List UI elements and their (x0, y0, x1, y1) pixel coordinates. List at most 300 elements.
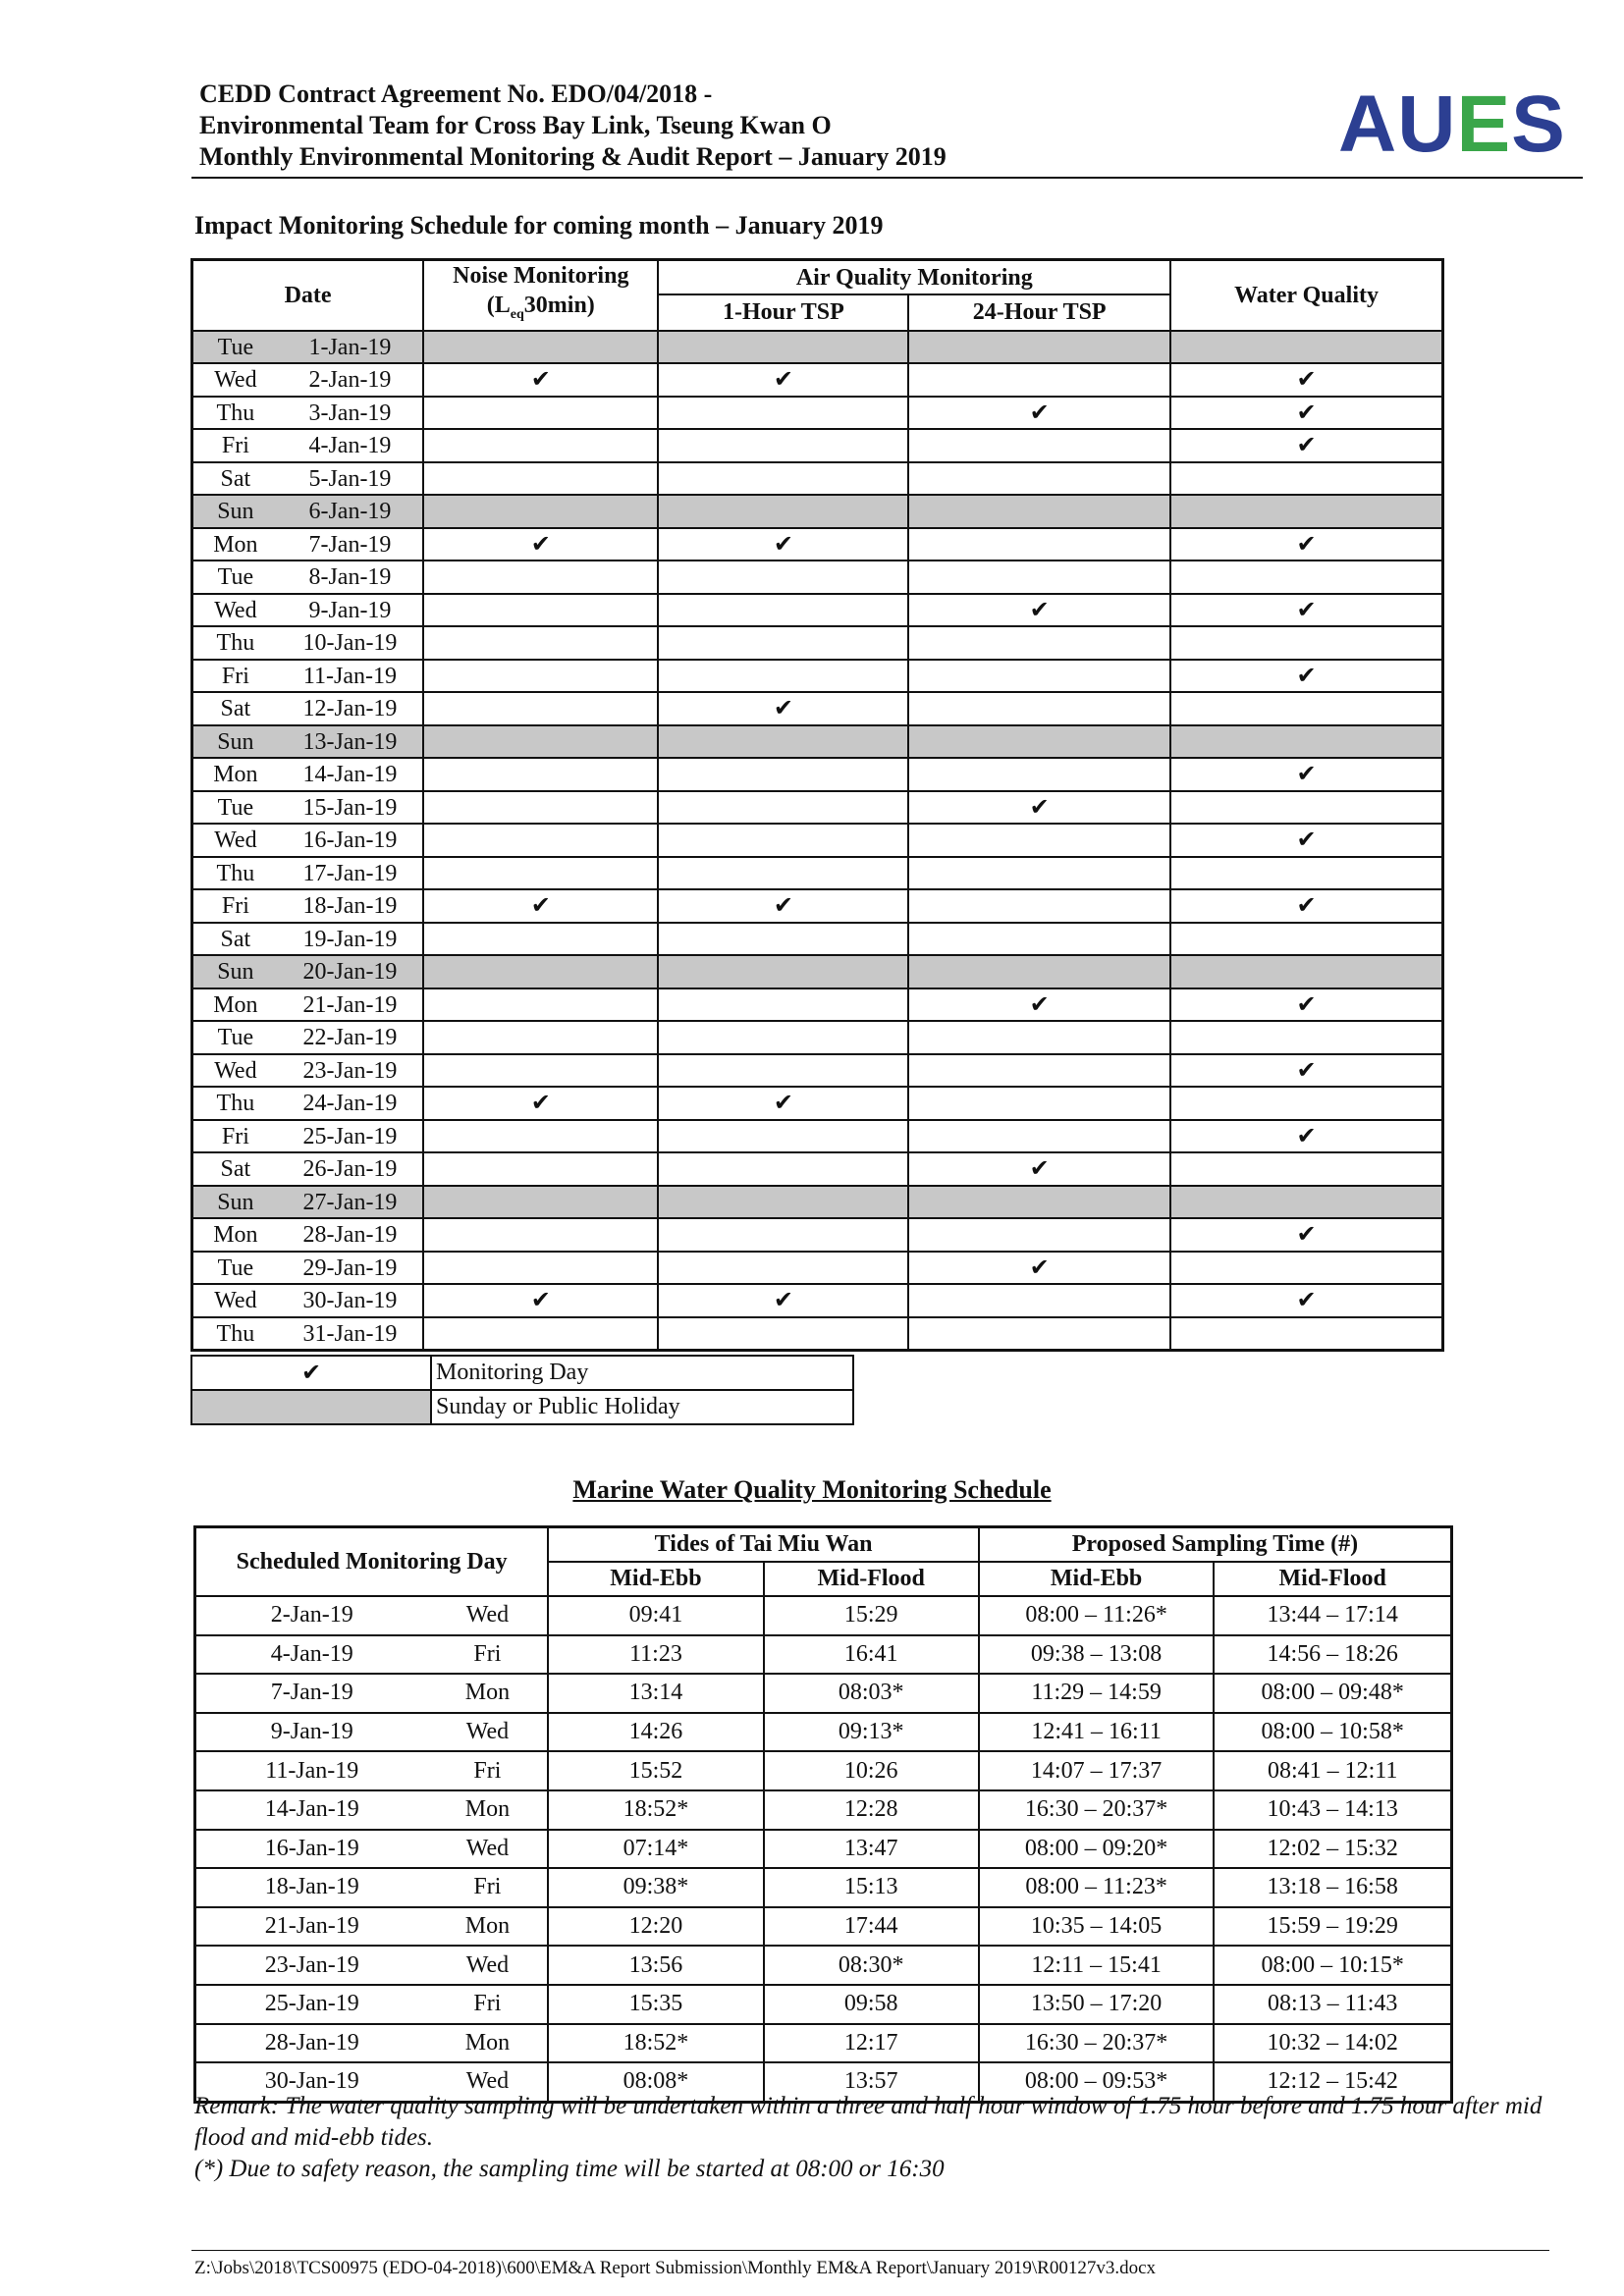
noise-check: ✔ (423, 1087, 658, 1120)
tsp1-check (658, 725, 908, 759)
water-check (1170, 791, 1442, 825)
schedule-row (192, 692, 1443, 725)
header-noise-line2 (424, 291, 657, 330)
marine-row (195, 1985, 1452, 2024)
schedule-day: Fri (192, 889, 278, 923)
marine-day: Fri (428, 1635, 549, 1675)
noise-check (423, 857, 658, 890)
noise-check: ✔ (423, 528, 658, 561)
water-check: ✔ (1170, 429, 1442, 462)
schedule-date: 31-Jan-19 (278, 1317, 423, 1351)
schedule-day: Tue (192, 331, 278, 364)
water-check (1170, 495, 1442, 528)
sampling-mid-ebb: 13:50 – 17:20 (979, 1985, 1215, 2024)
noise-check (423, 725, 658, 759)
footer-divider (191, 2250, 1549, 2251)
marine-row (195, 1713, 1452, 1752)
aues-logo (1338, 80, 1566, 169)
marine-day: Wed (428, 1713, 549, 1752)
schedule-day: Wed (192, 824, 278, 857)
schedule-date: 22-Jan-19 (278, 1021, 423, 1054)
footer-file-path: Z:\Jobs\2018\TCS00975 (EDO-04-2018)\600\EM&A Report Submission\Monthly EM&A Report\January 2019\R00127v3.docx (194, 2258, 1157, 2278)
schedule-row (192, 594, 1443, 627)
marine-schedule-table (193, 1525, 1453, 2104)
water-check (1170, 923, 1442, 956)
schedule-day: Sat (192, 692, 278, 725)
noise-check (423, 988, 658, 1022)
sampling-mid-ebb: 08:00 – 11:26* (979, 1596, 1215, 1635)
tsp1-check (658, 923, 908, 956)
noise-check (423, 692, 658, 725)
sampling-mid-flood: 08:00 – 09:48* (1214, 1674, 1451, 1713)
marine-date: 14-Jan-19 (195, 1790, 428, 1830)
schedule-date: 12-Jan-19 (278, 692, 423, 725)
tsp24-check (908, 495, 1170, 528)
schedule-row (192, 1152, 1443, 1186)
tsp24-check (908, 363, 1170, 397)
marine-date: 7-Jan-19 (195, 1674, 428, 1713)
schedule-day: Sat (192, 1152, 278, 1186)
tide-mid-flood: 09:58 (764, 1985, 979, 2024)
schedule-row (192, 1186, 1443, 1219)
schedule-day: Mon (192, 528, 278, 561)
noise-check (423, 594, 658, 627)
logo-text-e: E (1456, 80, 1512, 169)
tsp1-check: ✔ (658, 1087, 908, 1120)
schedule-row (192, 725, 1443, 759)
schedule-date: 17-Jan-19 (278, 857, 423, 890)
tsp1-check (658, 331, 908, 364)
marine-date: 23-Jan-19 (195, 1946, 428, 1985)
tide-mid-ebb: 09:38* (548, 1868, 763, 1907)
tsp1-check (658, 397, 908, 430)
water-check (1170, 561, 1442, 594)
schedule-row (192, 626, 1443, 660)
noise-check (423, 758, 658, 791)
tsp1-check: ✔ (658, 1284, 908, 1317)
water-check: ✔ (1170, 528, 1442, 561)
schedule-date: 3-Jan-19 (278, 397, 423, 430)
tsp24-check (908, 889, 1170, 923)
marine-row (195, 1907, 1452, 1947)
tide-mid-flood: 13:57 (764, 2062, 979, 2102)
schedule-date: 25-Jan-19 (278, 1120, 423, 1153)
schedule-day: Thu (192, 626, 278, 660)
noise-check (423, 824, 658, 857)
tsp24-check (908, 1284, 1170, 1317)
schedule-date: 19-Jan-19 (278, 923, 423, 956)
legend-monitoring-day: Monitoring Day (431, 1356, 853, 1390)
noise-check (423, 1317, 658, 1351)
marine-header-day: Scheduled Monitoring Day (195, 1527, 549, 1597)
noise-check (423, 1120, 658, 1153)
marine-title-wrap (0, 1475, 1624, 1505)
marine-day: Fri (428, 1868, 549, 1907)
tsp1-check (658, 1186, 908, 1219)
noise-check (423, 1054, 658, 1088)
schedule-day: Tue (192, 1252, 278, 1285)
schedule-row (192, 462, 1443, 496)
tide-mid-flood: 17:44 (764, 1907, 979, 1947)
noise-check (423, 495, 658, 528)
schedule-row (192, 1021, 1443, 1054)
schedule-day: Tue (192, 791, 278, 825)
sampling-mid-flood: 10:32 – 14:02 (1214, 2024, 1451, 2063)
header-report-line: Monthly Environmental Monitoring & Audit Report – January 2019 (199, 142, 947, 171)
schedule-day: Thu (192, 1317, 278, 1351)
tsp24-check (908, 331, 1170, 364)
schedule-date: 6-Jan-19 (278, 495, 423, 528)
sampling-mid-ebb: 10:35 – 14:05 (979, 1907, 1215, 1947)
marine-row (195, 1868, 1452, 1907)
schedule-row (192, 758, 1443, 791)
schedule-row (192, 1218, 1443, 1252)
marine-header-tide-flood: Mid-Flood (764, 1562, 979, 1596)
remarks (194, 2091, 1569, 2185)
header-24h-tsp: 24-Hour TSP (908, 294, 1170, 331)
schedule-date: 15-Jan-19 (278, 791, 423, 825)
noise-check (423, 561, 658, 594)
sampling-mid-ebb: 16:30 – 20:37* (979, 1790, 1215, 1830)
marine-date: 18-Jan-19 (195, 1868, 428, 1907)
schedule-body (192, 331, 1443, 1351)
sampling-mid-flood: 08:00 – 10:58* (1214, 1713, 1451, 1752)
tsp1-check: ✔ (658, 528, 908, 561)
sampling-mid-ebb: 08:00 – 09:20* (979, 1830, 1215, 1869)
schedule-row (192, 331, 1443, 364)
noise-check (423, 923, 658, 956)
noise-check (423, 1218, 658, 1252)
marine-date: 4-Jan-19 (195, 1635, 428, 1675)
schedule-day: Thu (192, 397, 278, 430)
marine-row (195, 1946, 1452, 1985)
tsp24-check (908, 1317, 1170, 1351)
noise-check (423, 791, 658, 825)
tsp1-check: ✔ (658, 363, 908, 397)
tsp1-check (658, 1218, 908, 1252)
water-check: ✔ (1170, 363, 1442, 397)
sampling-mid-flood: 12:02 – 15:32 (1214, 1830, 1451, 1869)
header-divider (191, 177, 1583, 179)
sampling-mid-ebb: 09:38 – 13:08 (979, 1635, 1215, 1675)
schedule-date: 11-Jan-19 (278, 660, 423, 693)
marine-day: Mon (428, 1674, 549, 1713)
tsp24-check (908, 1054, 1170, 1088)
schedule-row (192, 397, 1443, 430)
header-date: Date (192, 260, 424, 331)
tide-mid-flood: 15:13 (764, 1868, 979, 1907)
water-check (1170, 462, 1442, 496)
legend-holiday: Sunday or Public Holiday (431, 1390, 853, 1424)
noise-check (423, 1252, 658, 1285)
impact-monitoring-schedule-table (190, 258, 1444, 1352)
sampling-mid-ebb: 12:41 – 16:11 (979, 1713, 1215, 1752)
tide-mid-ebb: 13:14 (548, 1674, 763, 1713)
marine-day: Fri (428, 1985, 549, 2024)
marine-row (195, 1830, 1452, 1869)
schedule-date: 26-Jan-19 (278, 1152, 423, 1186)
water-check: ✔ (1170, 824, 1442, 857)
remark-window: Remark: The water quality sampling will be undertaken within a three and half hour window of 1.75 hour before and 1.75 hour after mid flood and mid-ebb tides. (194, 2093, 1543, 2151)
tsp1-check (658, 660, 908, 693)
tide-mid-ebb: 15:52 (548, 1751, 763, 1790)
schedule-day: Wed (192, 1284, 278, 1317)
tsp24-check (908, 692, 1170, 725)
schedule-day: Sun (192, 955, 278, 988)
tsp1-check (658, 1252, 908, 1285)
marine-date: 21-Jan-19 (195, 1907, 428, 1947)
sampling-mid-flood: 14:56 – 18:26 (1214, 1635, 1451, 1675)
marine-row (195, 2024, 1452, 2063)
marine-day: Wed (428, 1596, 549, 1635)
schedule-day: Wed (192, 594, 278, 627)
schedule-date: 5-Jan-19 (278, 462, 423, 496)
marine-date: 30-Jan-19 (195, 2062, 428, 2102)
header-noise-line1: Noise Monitoring (453, 263, 629, 289)
schedule-row (192, 1252, 1443, 1285)
marine-date: 9-Jan-19 (195, 1713, 428, 1752)
water-check: ✔ (1170, 758, 1442, 791)
schedule-day: Wed (192, 1054, 278, 1088)
schedule-date: 13-Jan-19 (278, 725, 423, 759)
legend-table (190, 1355, 854, 1425)
schedule-date: 23-Jan-19 (278, 1054, 423, 1088)
sampling-mid-ebb: 08:00 – 09:53* (979, 2062, 1215, 2102)
schedule-row (192, 1284, 1443, 1317)
schedule-date: 2-Jan-19 (278, 363, 423, 397)
tsp1-check (658, 1317, 908, 1351)
marine-header-samp-flood: Mid-Flood (1214, 1562, 1451, 1596)
tide-mid-ebb: 13:56 (548, 1946, 763, 1985)
schedule-day: Mon (192, 758, 278, 791)
schedule-day: Thu (192, 1087, 278, 1120)
tsp24-check: ✔ (908, 1252, 1170, 1285)
schedule-row (192, 561, 1443, 594)
schedule-row (192, 955, 1443, 988)
tide-mid-ebb: 15:35 (548, 1985, 763, 2024)
tsp24-check (908, 462, 1170, 496)
marine-day: Wed (428, 1946, 549, 1985)
header-air: Air Quality Monitoring (658, 260, 1170, 295)
sampling-mid-ebb: 08:00 – 11:23* (979, 1868, 1215, 1907)
logo-text-s: S (1511, 80, 1566, 169)
schedule-row (192, 363, 1443, 397)
tsp24-check: ✔ (908, 1152, 1170, 1186)
header-noise-eq: eq (510, 306, 524, 322)
tsp24-check: ✔ (908, 594, 1170, 627)
tsp1-check (658, 824, 908, 857)
sampling-mid-ebb: 16:30 – 20:37* (979, 2024, 1215, 2063)
tide-mid-flood: 10:26 (764, 1751, 979, 1790)
marine-day: Mon (428, 1790, 549, 1830)
marine-date: 25-Jan-19 (195, 1985, 428, 2024)
marine-date: 2-Jan-19 (195, 1596, 428, 1635)
schedule-day: Tue (192, 1021, 278, 1054)
water-check: ✔ (1170, 1218, 1442, 1252)
schedule-row (192, 857, 1443, 890)
tsp1-check (658, 758, 908, 791)
schedule-row (192, 1087, 1443, 1120)
noise-check (423, 955, 658, 988)
header-contract-line: CEDD Contract Agreement No. EDO/04/2018 - (199, 80, 713, 108)
tsp1-check (658, 1152, 908, 1186)
schedule-date: 8-Jan-19 (278, 561, 423, 594)
marine-row (195, 1674, 1452, 1713)
tsp24-check (908, 1120, 1170, 1153)
schedule-row (192, 1054, 1443, 1088)
tsp1-check (658, 429, 908, 462)
schedule-day: Sun (192, 725, 278, 759)
water-check (1170, 331, 1442, 364)
tsp1-check (658, 988, 908, 1022)
schedule-day: Sat (192, 462, 278, 496)
schedule-title: Impact Monitoring Schedule for coming month – January 2019 (194, 211, 884, 240)
noise-check (423, 1021, 658, 1054)
water-check: ✔ (1170, 889, 1442, 923)
legend-holiday-swatch (191, 1390, 431, 1424)
water-check: ✔ (1170, 1120, 1442, 1153)
water-check: ✔ (1170, 397, 1442, 430)
sampling-mid-flood: 08:41 – 12:11 (1214, 1751, 1451, 1790)
tide-mid-flood: 16:41 (764, 1635, 979, 1675)
marine-title: Marine Water Quality Monitoring Schedule (572, 1475, 1052, 1504)
water-check: ✔ (1170, 660, 1442, 693)
tsp1-check (658, 594, 908, 627)
schedule-date: 18-Jan-19 (278, 889, 423, 923)
marine-header-tides: Tides of Tai Miu Wan (548, 1527, 979, 1563)
water-check (1170, 1186, 1442, 1219)
marine-day: Mon (428, 2024, 549, 2063)
schedule-day: Mon (192, 988, 278, 1022)
noise-check (423, 626, 658, 660)
tsp24-check (908, 955, 1170, 988)
tsp1-check: ✔ (658, 889, 908, 923)
tide-mid-flood: 12:17 (764, 2024, 979, 2063)
marine-row (195, 1751, 1452, 1790)
marine-day: Wed (428, 1830, 549, 1869)
tsp1-check (658, 1120, 908, 1153)
marine-row (195, 1635, 1452, 1675)
water-check: ✔ (1170, 594, 1442, 627)
water-check (1170, 1021, 1442, 1054)
schedule-date: 21-Jan-19 (278, 988, 423, 1022)
sampling-mid-flood: 08:13 – 11:43 (1214, 1985, 1451, 2024)
schedule-row (192, 528, 1443, 561)
schedule-row (192, 923, 1443, 956)
noise-check (423, 1152, 658, 1186)
sampling-mid-flood: 12:12 – 15:42 (1214, 2062, 1451, 2102)
schedule-day: Sun (192, 1186, 278, 1219)
tsp1-check: ✔ (658, 692, 908, 725)
tsp24-check (908, 1218, 1170, 1252)
marine-date: 28-Jan-19 (195, 2024, 428, 2063)
marine-day: Mon (428, 1907, 549, 1947)
schedule-day: Fri (192, 429, 278, 462)
tide-mid-ebb: 14:26 (548, 1713, 763, 1752)
water-check (1170, 1152, 1442, 1186)
tsp24-check (908, 725, 1170, 759)
schedule-row (192, 1317, 1443, 1351)
noise-check: ✔ (423, 363, 658, 397)
noise-check (423, 462, 658, 496)
water-check (1170, 725, 1442, 759)
schedule-day: Fri (192, 660, 278, 693)
tide-mid-flood: 12:28 (764, 1790, 979, 1830)
tsp1-check (658, 462, 908, 496)
tide-mid-flood: 08:30* (764, 1946, 979, 1985)
schedule-day: Tue (192, 561, 278, 594)
tsp1-check (658, 1054, 908, 1088)
tide-mid-ebb: 18:52* (548, 2024, 763, 2063)
tide-mid-flood: 15:29 (764, 1596, 979, 1635)
schedule-date: 7-Jan-19 (278, 528, 423, 561)
tide-mid-flood: 09:13* (764, 1713, 979, 1752)
tide-mid-ebb: 18:52* (548, 1790, 763, 1830)
marine-body (195, 1596, 1452, 2102)
schedule-row (192, 495, 1443, 528)
schedule-date: 14-Jan-19 (278, 758, 423, 791)
legend-check-key: ✔ (191, 1356, 431, 1390)
schedule-date: 30-Jan-19 (278, 1284, 423, 1317)
tsp1-check (658, 857, 908, 890)
water-check (1170, 626, 1442, 660)
marine-header-samp-ebb: Mid-Ebb (979, 1562, 1215, 1596)
tsp24-check (908, 660, 1170, 693)
schedule-row (192, 791, 1443, 825)
header-water: Water Quality (1170, 260, 1442, 331)
water-check (1170, 857, 1442, 890)
tsp24-check (908, 824, 1170, 857)
schedule-day: Fri (192, 1120, 278, 1153)
marine-day: Wed (428, 2062, 549, 2102)
schedule-row (192, 660, 1443, 693)
marine-date: 11-Jan-19 (195, 1751, 428, 1790)
marine-header-sampling: Proposed Sampling Time (#) (979, 1527, 1452, 1563)
tsp24-check (908, 1021, 1170, 1054)
schedule-date: 4-Jan-19 (278, 429, 423, 462)
schedule-date: 20-Jan-19 (278, 955, 423, 988)
schedule-date: 1-Jan-19 (278, 331, 423, 364)
schedule-day: Sun (192, 495, 278, 528)
water-check (1170, 1317, 1442, 1351)
header-1h-tsp: 1-Hour TSP (658, 294, 908, 331)
noise-check: ✔ (423, 889, 658, 923)
tsp24-check (908, 1087, 1170, 1120)
tsp24-check (908, 429, 1170, 462)
header-noise-rest: 30min) (523, 293, 595, 318)
tide-mid-ebb: 07:14* (548, 1830, 763, 1869)
sampling-mid-flood: 08:00 – 10:15* (1214, 1946, 1451, 1985)
schedule-date: 16-Jan-19 (278, 824, 423, 857)
tsp1-check (658, 955, 908, 988)
sampling-mid-flood: 13:18 – 16:58 (1214, 1868, 1451, 1907)
noise-check (423, 429, 658, 462)
remark-safety: (*) Due to safety reason, the sampling time will be started at 08:00 or 16:30 (194, 2156, 945, 2182)
schedule-day: Sat (192, 923, 278, 956)
header-team-line: Environmental Team for Cross Bay Link, Tseung Kwan O (199, 111, 832, 139)
tsp1-check (658, 495, 908, 528)
water-check (1170, 1087, 1442, 1120)
tsp24-check (908, 923, 1170, 956)
noise-check (423, 397, 658, 430)
tsp24-check: ✔ (908, 397, 1170, 430)
water-check: ✔ (1170, 1054, 1442, 1088)
schedule-day: Wed (192, 363, 278, 397)
schedule-day: Mon (192, 1218, 278, 1252)
water-check (1170, 692, 1442, 725)
sampling-mid-flood: 10:43 – 14:13 (1214, 1790, 1451, 1830)
schedule-date: 10-Jan-19 (278, 626, 423, 660)
